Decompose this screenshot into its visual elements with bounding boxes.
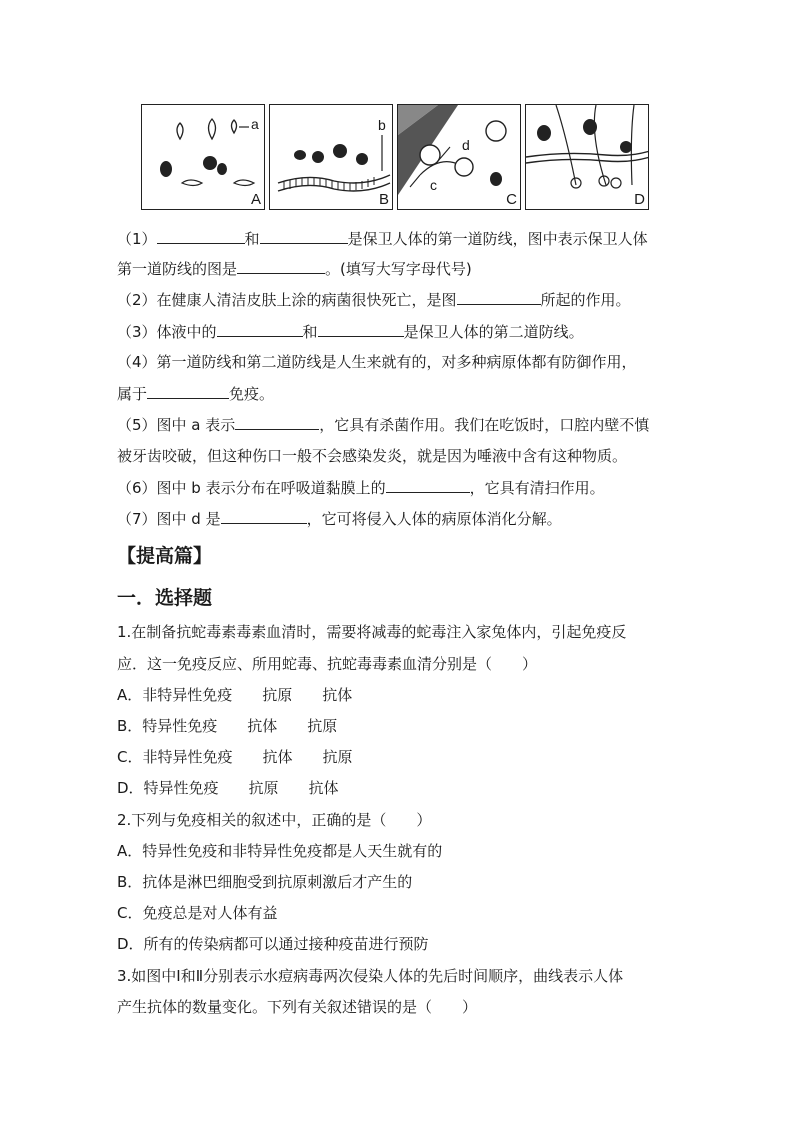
question-1-line-2-text: 第一道防线的图是 — [117, 260, 238, 278]
question-7 — [117, 508, 562, 529]
question-5-tail: ，它具有杀菌作用。我们在吃饭时，口腔内壁不慎 — [319, 416, 650, 434]
mc-2-option-d[interactable]: D．所有的传染病都可以通过接种疫苗进行预防 — [117, 935, 429, 953]
question-3-head: （3）体液中的 — [117, 323, 217, 341]
question-4-line-2 — [117, 383, 274, 404]
answer-blank[interactable] — [221, 508, 307, 524]
answer-blank[interactable] — [260, 228, 348, 244]
panel-letter-c: C — [506, 191, 517, 208]
panel-d-drawing — [526, 105, 649, 210]
mc-2-option-a[interactable]: A．特异性免疫和非特异性免疫都是人天生就有的 — [117, 842, 443, 860]
panel-c — [397, 104, 521, 210]
question-5-head: （5）图中 a 表示 — [117, 416, 236, 434]
immune-defense-figure — [141, 104, 665, 212]
label-a: a — [251, 116, 259, 132]
mc-1-stem-line-1: 1.在制备抗蛇毒素毒素血清时，需要将减毒的蛇毒注入家兔体内，引起免疫反 — [117, 623, 627, 641]
panel-b-drawing — [270, 105, 393, 210]
panel-a-drawing — [142, 105, 265, 210]
question-1-tail: 是保卫人体的第一道防线，图中表示保卫人体 — [347, 230, 648, 248]
question-4-line-2-head: 属于 — [117, 385, 148, 403]
mc-1-option-a[interactable]: A．非特异性免疫 抗原 抗体 — [117, 686, 353, 704]
panel-a — [141, 104, 265, 210]
question-1-line-1 — [117, 228, 648, 249]
section-title: 【提高篇】 — [117, 545, 213, 567]
question-6-head: （6）图中 b 表示分布在呼吸道黏膜上的 — [117, 479, 386, 497]
answer-blank[interactable] — [386, 477, 470, 493]
question-3-tail: 是保卫人体的第二道防线。 — [403, 323, 584, 341]
label-b: b — [378, 117, 386, 133]
question-1-number: （1） — [117, 230, 157, 248]
answer-blank[interactable] — [147, 383, 229, 399]
answer-blank[interactable] — [157, 228, 245, 244]
panel-letter-b: B — [378, 191, 389, 208]
question-1-mid: 和 — [244, 230, 260, 248]
question-2 — [117, 289, 631, 310]
panel-letter-d: D — [634, 191, 645, 208]
answer-blank[interactable] — [318, 321, 404, 337]
panel-d — [525, 104, 649, 210]
mc-1-option-c[interactable]: C．非特异性免疫 抗体 抗原 — [117, 748, 353, 766]
question-4-line-1: （4）第一道防线和第二道防线是人生来就有的，对多种病原体都有防御作用， — [117, 353, 637, 371]
answer-blank[interactable] — [237, 258, 325, 274]
panel-letter-a: A — [250, 191, 261, 208]
mc-1-option-d[interactable]: D．特异性免疫 抗原 抗体 — [117, 779, 339, 797]
mc-2-option-b[interactable]: B．抗体是淋巴细胞受到抗原刺激后才产生的 — [117, 873, 413, 891]
question-3-mid: 和 — [302, 323, 318, 341]
question-4-line-2-tail: 免疫。 — [229, 385, 275, 403]
question-2-head: （2）在健康人清洁皮肤上涂的病菌很快死亡，是图 — [117, 291, 457, 309]
mc-3-stem-line-1: 3.如图中Ⅰ和Ⅱ分别表示水痘病毒两次侵染人体的先后时间顺序，曲线表示人体 — [117, 967, 624, 985]
answer-blank[interactable] — [235, 414, 319, 430]
question-5-line-2: 被牙齿咬破，但这种伤口一般不会感染发炎，就是因为唾液中含有这种物质。 — [117, 447, 628, 465]
question-7-tail: ，它可将侵入人体的病原体消化分解。 — [306, 510, 562, 528]
question-6-tail: ，它具有清扫作用。 — [469, 479, 605, 497]
label-c: c — [430, 177, 437, 193]
question-6 — [117, 477, 605, 498]
question-1-line-2-tail: 。(填写大写字母代号) — [325, 260, 472, 278]
question-3 — [117, 321, 584, 342]
question-5-line-1 — [117, 414, 649, 435]
mc-2-option-c[interactable]: C．免疫总是对人体有益 — [117, 904, 278, 922]
answer-blank[interactable] — [217, 321, 303, 337]
question-7-head: （7）图中 d 是 — [117, 510, 221, 528]
answer-blank[interactable] — [457, 289, 541, 305]
mc-2-stem: 2.下列与免疫相关的叙述中，正确的是（ ） — [117, 811, 432, 829]
question-1-line-2 — [117, 258, 472, 279]
mc-1-stem-line-2: 应．这一免疫反应、所用蛇毒、抗蛇毒毒素血清分别是（ ） — [117, 655, 538, 673]
label-d: d — [462, 137, 470, 153]
panel-c-drawing — [398, 105, 521, 210]
part-title: 一．选择题 — [117, 587, 213, 609]
panel-b — [269, 104, 393, 210]
question-2-tail: 所起的作用。 — [540, 291, 631, 309]
mc-3-stem-line-2: 产生抗体的数量变化。下列有关叙述错误的是（ ） — [117, 998, 478, 1016]
mc-1-option-b[interactable]: B．特异性免疫 抗体 抗原 — [117, 717, 338, 735]
